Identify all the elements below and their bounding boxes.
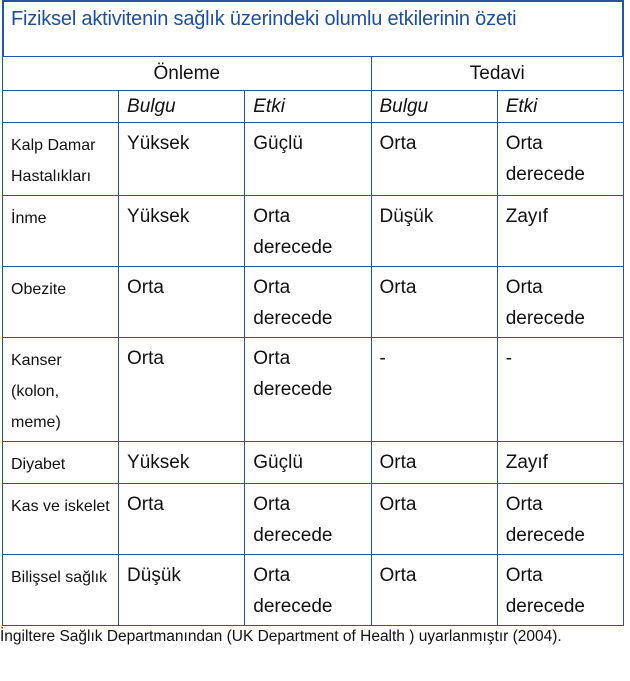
source-note: İngiltere Sağlık Departmanından (UK Department of Health ) uyarlanmıştır (2004). bbox=[0, 628, 562, 645]
group-header-prevention: Önleme bbox=[3, 57, 372, 91]
cell-prevention-effect: Orta derecede bbox=[245, 484, 371, 555]
cell-treatment-effect: Zayıf bbox=[497, 196, 623, 267]
header-treatment-finding: Bulgu bbox=[371, 91, 497, 123]
table-row bbox=[3, 555, 624, 626]
table-title: Fiziksel aktivitenin sağlık üzerindeki olumlu etkilerinin özeti bbox=[2, 0, 624, 56]
cell-treatment-effect: Orta derecede bbox=[497, 484, 623, 555]
cell-prevention-effect: Güçlü bbox=[245, 442, 371, 484]
summary-table-block bbox=[2, 0, 624, 626]
cell-treatment-effect: Orta derecede bbox=[497, 123, 623, 196]
cell-treatment-finding: Orta bbox=[371, 555, 497, 626]
cell-prevention-effect: Güçlü bbox=[245, 123, 371, 196]
cell-treatment-effect: Orta derecede bbox=[497, 555, 623, 626]
corner-cell bbox=[3, 91, 119, 123]
group-header-row bbox=[3, 57, 624, 91]
sub-header-row bbox=[3, 91, 624, 123]
cell-treatment-finding: Düşük bbox=[371, 196, 497, 267]
cell-prevention-finding: Düşük bbox=[119, 555, 245, 626]
summary-table bbox=[2, 56, 624, 626]
cell-prevention-effect: Orta derecede bbox=[245, 196, 371, 267]
cell-treatment-effect: - bbox=[497, 338, 623, 442]
row-label: Kas ve iskelet bbox=[3, 484, 119, 555]
row-label: Bilişsel sağlık bbox=[3, 555, 119, 626]
cell-treatment-finding: Orta bbox=[371, 442, 497, 484]
header-prevention-effect: Etki bbox=[245, 91, 371, 123]
cell-treatment-finding: - bbox=[371, 338, 497, 442]
cell-prevention-effect: Orta derecede bbox=[245, 267, 371, 338]
header-prevention-finding: Bulgu bbox=[119, 91, 245, 123]
group-header-treatment: Tedavi bbox=[371, 57, 624, 91]
row-label: Kalp Damar Hastalıkları bbox=[3, 123, 119, 196]
header-treatment-effect: Etki bbox=[497, 91, 623, 123]
cell-prevention-effect: Orta derecede bbox=[245, 338, 371, 442]
row-label: Kanser (kolon, meme) bbox=[3, 338, 119, 442]
table-row bbox=[3, 442, 624, 484]
row-label: Obezite bbox=[3, 267, 119, 338]
cell-treatment-effect: Orta derecede bbox=[497, 267, 623, 338]
row-label: Diyabet bbox=[3, 442, 119, 484]
cell-prevention-finding: Orta bbox=[119, 267, 245, 338]
cell-prevention-finding: Yüksek bbox=[119, 442, 245, 484]
cell-prevention-effect: Orta derecede bbox=[245, 555, 371, 626]
cell-prevention-finding: Yüksek bbox=[119, 123, 245, 196]
cell-prevention-finding: Orta bbox=[119, 338, 245, 442]
table-row bbox=[3, 338, 624, 442]
table-row bbox=[3, 484, 624, 555]
cell-prevention-finding: Orta bbox=[119, 484, 245, 555]
cell-treatment-effect: Zayıf bbox=[497, 442, 623, 484]
cell-treatment-finding: Orta bbox=[371, 484, 497, 555]
cell-treatment-finding: Orta bbox=[371, 123, 497, 196]
cell-prevention-finding: Yüksek bbox=[119, 196, 245, 267]
table-row bbox=[3, 123, 624, 196]
row-label: İnme bbox=[3, 196, 119, 267]
cell-treatment-finding: Orta bbox=[371, 267, 497, 338]
table-row bbox=[3, 267, 624, 338]
table-row bbox=[3, 196, 624, 267]
